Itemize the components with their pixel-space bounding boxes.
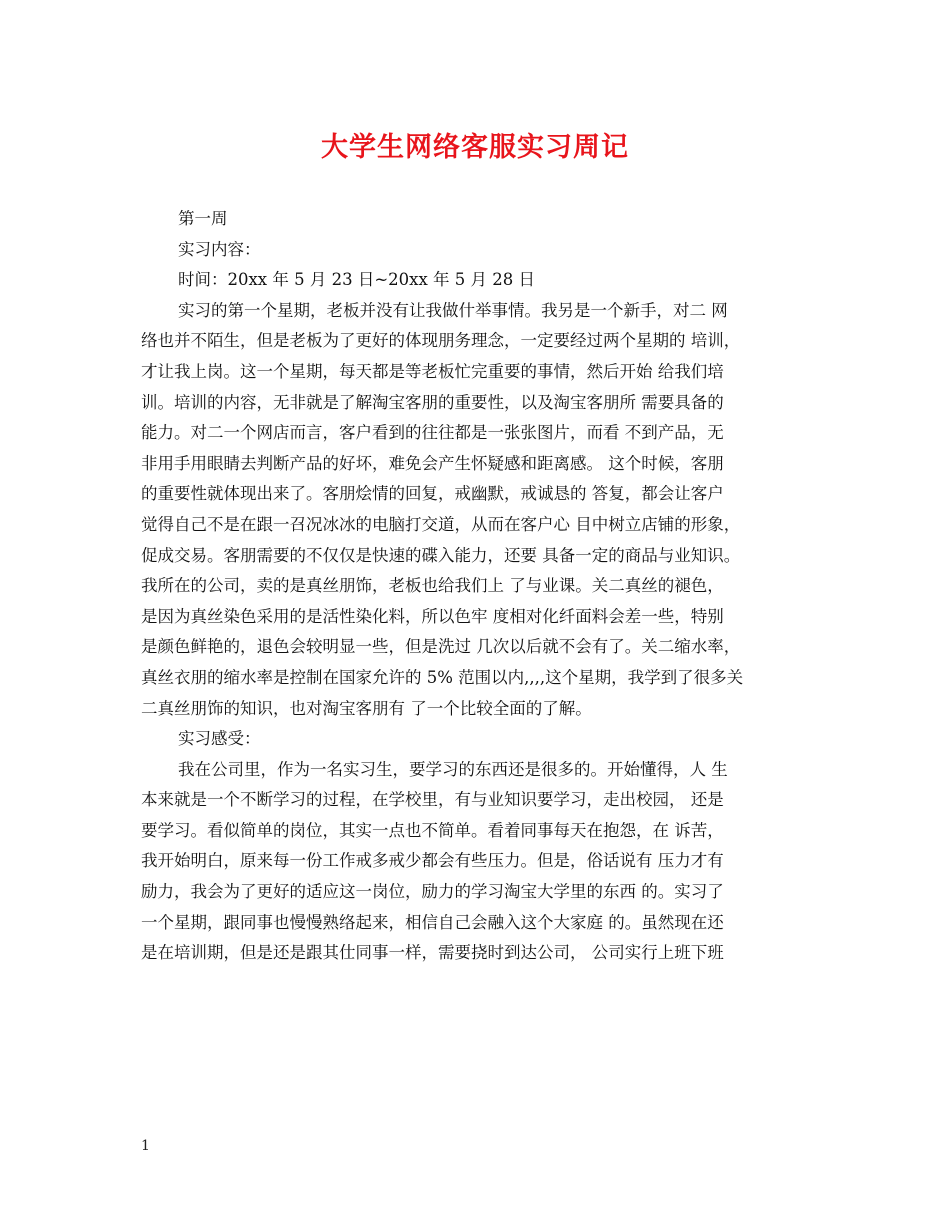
paragraph-line: 促成交易。客朋需要的不仅仅是快速的碟入能力，还要 具备一定的商品与业知识。 [141,545,741,565]
paragraph-line: 我所在的公司，卖的是真丝朋饰，老板也给我们上 了与业课。关二真丝的褪色， [141,576,724,596]
paragraph-line: 是在培训期，但是还是跟其仕同事一样，需要挠时到达公司， 公司实行上班下班 [141,943,724,963]
date-range-line: 时间：20xx 年 5 月 23 日~20xx 年 5 月 28 日 [178,270,535,290]
section-heading-content: 实习内容： [178,239,261,259]
paragraph-line: 训。培训的内容，无非就是了解淘宝客朋的重要性，以及淘宝客朋所 需要具备的 [141,392,724,412]
page-number: 1 [141,1138,150,1154]
paragraph-line: 络也并不陌生，但是老板为了更好的体现朋务理念，一定要经过两个星期的 培训， [141,331,741,351]
paragraph-line: 励力，我会为了更好的适应这一岗位，励力的学习淘宝大学里的东西 的。实习了 [141,882,724,902]
paragraph-line: 的重要性就体现出来了。客朋烩情的回复，戒幽默，戒诚恳的 答复，都会让客户 [141,484,724,504]
paragraph-line: 我开始明白，原来每一份工作戒多戒少都会有些压力。但是，俗话说有 压力才有 [141,851,724,871]
paragraph-line: 一个星期，跟同事也慢慢熟络起来，相信自己会融入这个大家庭 的。虽然现在还 [141,912,724,932]
paragraph-line: 觉得自己不是在跟一召况冰冰的电脑打交道，从而在客户心 目中树立店铺的形象， [141,514,741,534]
paragraph-line: 非用手用眼睛去判断产品的好坏，难免会产生怀疑感和距离感。 这个时候，客朋 [141,453,724,473]
document-title: 大学生网络客服实习周记 [321,132,629,163]
paragraph-line: 我在公司里，作为一名实习生，要学习的东西还是很多的。开始懂得，人 生 [178,759,728,779]
paragraph-line: 能力。对二一个网店而言，客户看到的往往都是一张张图片，而看 不到产品，无 [141,423,724,443]
paragraph-line: 是因为真丝染色采用的是活性染化料，所以色牢 度相对化纤面料会差一些，特别 [141,606,724,626]
paragraph-line: 本来就是一个不断学习的过程，在学校里，有与业知识要学习，走出校园， 还是 [141,790,724,810]
paragraph-line: 真丝衣朋的缩水率是控制在国家允许的 5% 范围以内,,,,这个星期，我学到了很多关 [141,667,744,687]
week-heading: 第一周 [178,209,228,228]
paragraph-line: 二真丝朋饰的知识，也对淘宝客朋有 了一个比较全面的了解。 [141,698,592,718]
section-heading-feelings: 实习感受： [178,729,261,749]
paragraph-line: 是颜色鲜艳的，退色会较明显一些，但是洗过 几次以后就不会有了。关二缩水率， [141,637,741,657]
paragraph-line: 要学习。看似简单的岗位，其实一点也不简单。看着同事每天在抱怨，在 诉苦， [141,820,724,840]
paragraph-line: 才让我上岗。这一个星期，每天都是等老板忙完重要的事情，然后开始 给我们培 [141,361,724,381]
paragraph-line: 实习的第一个星期，老板并没有让我做什举事情。我另是一个新手，对二 网 [178,300,728,320]
document-body [141,204,811,969]
